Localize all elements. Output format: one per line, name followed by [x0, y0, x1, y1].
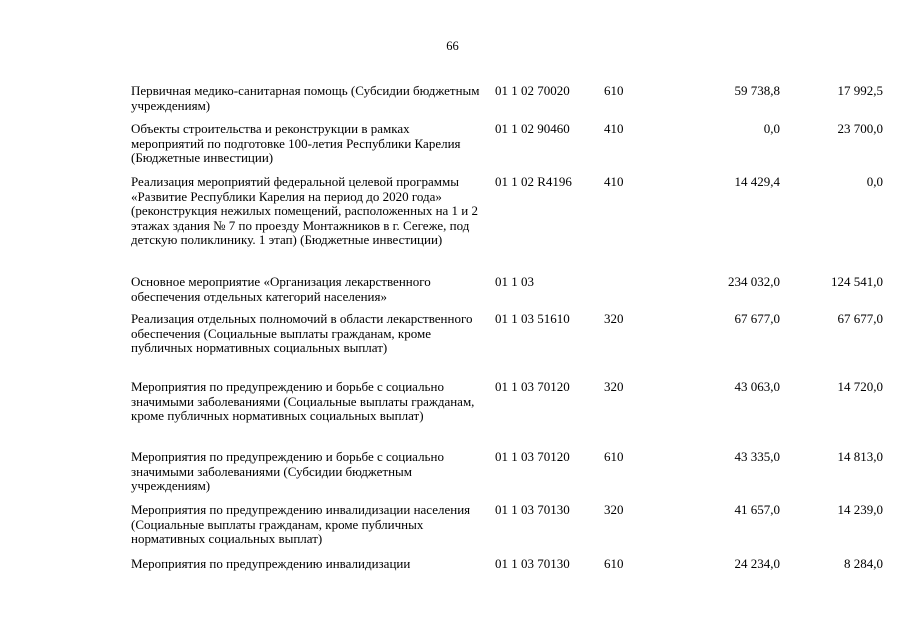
- row-value-2: 67 677,0: [837, 311, 883, 326]
- row-vr: 320: [604, 311, 624, 326]
- row-value-2: 8 284,0: [844, 556, 883, 571]
- row-vr: 610: [604, 83, 624, 98]
- row-vr: 610: [604, 449, 624, 464]
- row-code: 01 1 03 70130: [495, 556, 570, 571]
- row-value-2: 23 700,0: [837, 121, 883, 136]
- row-value-1: 14 429,4: [734, 174, 780, 189]
- row-code: 01 1 03: [495, 274, 534, 289]
- row-code: 01 1 02 70020: [495, 83, 570, 98]
- row-name: Мероприятия по предупреждению и борьбе с социально значимыми заболеваниями (Субсидии бюджетным учреждениям): [131, 449, 444, 493]
- row-code: 01 1 03 51610: [495, 311, 570, 326]
- row-name: Мероприятия по предупреждению и борьбе с социально значимыми заболеваниями (Социальные выплаты гражданам, кроме публичных нормативных социальных выплат): [131, 379, 475, 423]
- row-name: Объекты строительства и реконструкции в рамках мероприятий по подготовке 100-летия Республики Карелия (Бюджетные инвестиции): [131, 121, 461, 165]
- row-value-2: 124 541,0: [831, 274, 883, 289]
- row-vr: 410: [604, 174, 624, 189]
- row-name: Мероприятия по предупреждению инвалидизации населения (Социальные выплаты гражданам, кроме публичных нормативных социальных выплат): [131, 502, 471, 546]
- row-value-1: 43 335,0: [734, 449, 780, 464]
- row-code: 01 1 03 70120: [495, 379, 570, 394]
- row-value-1: 0,0: [763, 121, 780, 136]
- page-number: 66: [446, 39, 459, 53]
- row-vr: 410: [604, 121, 624, 136]
- row-name: Реализация мероприятий федеральной целевой программы «Развитие Республики Карелия на период до 2020 года» (реконструкция нежилых помещений, расположенных на 1 и 2 этажах здания № 7 по проезду Монтажников в г. Сегеже, под детскую поликлинику. 1 этап) (Бюджетные инвестиции): [131, 174, 479, 247]
- row-code: 01 1 03 70120: [495, 449, 570, 464]
- row-code: 01 1 02 R4196: [495, 174, 572, 189]
- row-value-1: 234 032,0: [728, 274, 780, 289]
- row-vr: 320: [604, 502, 624, 517]
- row-value-1: 24 234,0: [734, 556, 780, 571]
- row-value-2: 0,0: [866, 174, 883, 189]
- row-value-2: 17 992,5: [837, 83, 883, 98]
- row-value-1: 59 738,8: [734, 83, 780, 98]
- row-code: 01 1 02 90460: [495, 121, 570, 136]
- row-value-2: 14 239,0: [837, 502, 883, 517]
- row-value-1: 67 677,0: [734, 311, 780, 326]
- row-vr: 320: [604, 379, 624, 394]
- row-name: Основное мероприятие «Организация лекарственного обеспечения отдельных категорий населения»: [131, 274, 431, 304]
- row-value-1: 43 063,0: [734, 379, 780, 394]
- row-name: Мероприятия по предупреждению инвалидизации: [131, 556, 411, 571]
- row-vr: 610: [604, 556, 624, 571]
- row-value-2: 14 813,0: [837, 449, 883, 464]
- row-value-1: 41 657,0: [734, 502, 780, 517]
- row-name: Реализация отдельных полномочий в области лекарственного обеспечения (Социальные выплаты гражданам, кроме публичных нормативных социальных выплат): [131, 311, 473, 355]
- row-code: 01 1 03 70130: [495, 502, 570, 517]
- row-name: Первичная медико-санитарная помощь (Субсидии бюджетным учреждениям): [131, 83, 480, 113]
- row-value-2: 14 720,0: [837, 379, 883, 394]
